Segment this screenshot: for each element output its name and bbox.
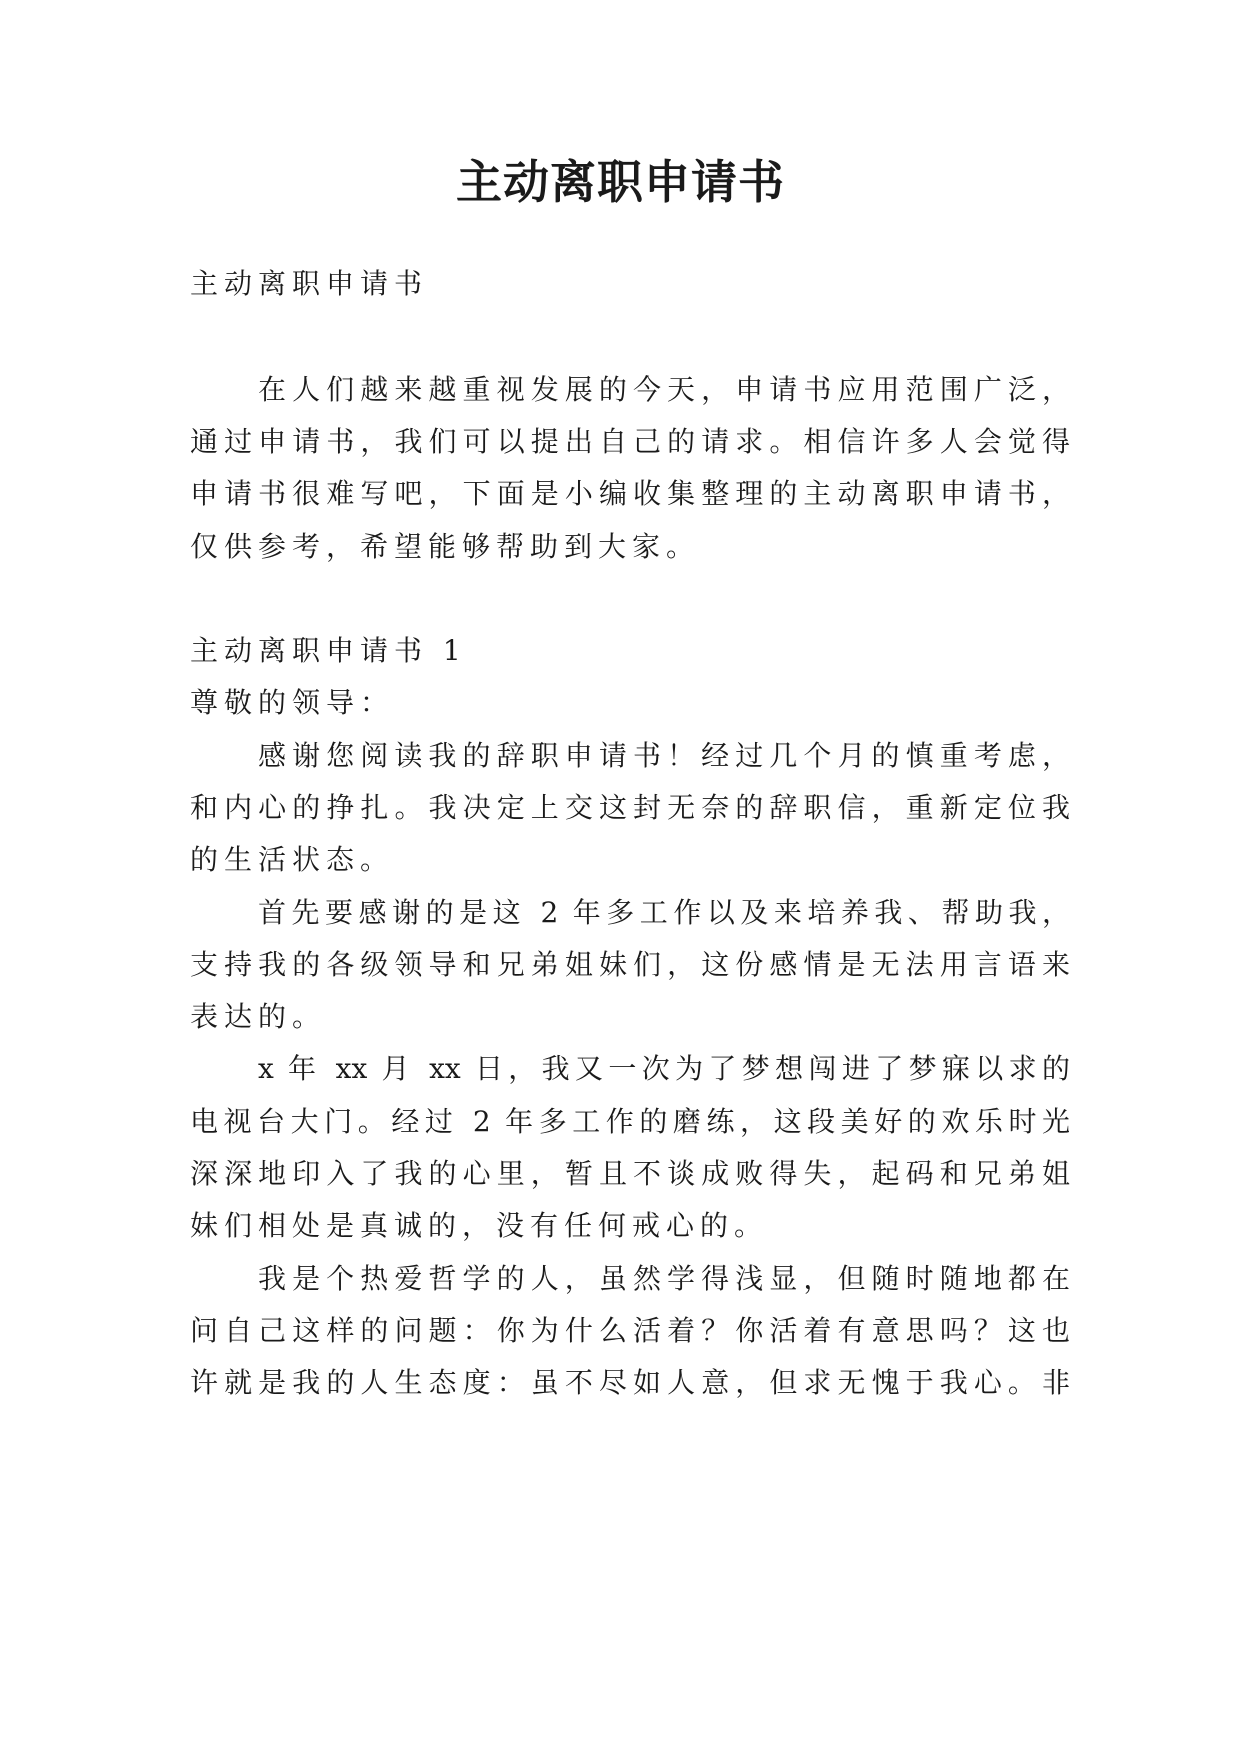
paragraph-line: 支持我的各级领导和兄弟姐妹们，这份感情是无法用言语来 (190, 948, 1070, 981)
paragraph-line: 我是个热爱哲学的人，虽然学得浅显，但随时随地都在 (258, 1262, 1070, 1295)
paragraph-line: 许就是我的人生态度：虽不尽如人意，但求无愧于我心。非 (190, 1366, 1070, 1399)
paragraph-line: x 年 xx 月 xx 日，我又一次为了梦想闯进了梦寐以求的 (258, 1052, 1070, 1085)
intro-line: 在人们越来越重视发展的今天，申请书应用范围广泛， (258, 373, 1070, 406)
salutation: 尊敬的领导： (190, 686, 395, 719)
intro-line: 通过申请书，我们可以提出自己的请求。相信许多人会觉得 (190, 425, 1070, 458)
intro-line: 仅供参考，希望能够帮助到大家。 (190, 530, 701, 563)
section-heading: 主动离职申请书 1 (190, 634, 467, 667)
paragraph-line: 电视台大门。经过 2 年多工作的磨练，这段美好的欢乐时光 (190, 1105, 1070, 1138)
document-title: 主动离职申请书 (456, 155, 785, 209)
intro-line: 申请书很难写吧，下面是小编收集整理的主动离职申请书， (190, 477, 1070, 510)
paragraph-line: 首先要感谢的是这 2 年多工作以及来培养我、帮助我， (258, 896, 1070, 929)
document-subtitle: 主动离职申请书 (190, 267, 429, 300)
paragraph-line: 感谢您阅读我的辞职申请书！经过几个月的慎重考虑， (258, 739, 1070, 772)
paragraph-line: 表达的。 (190, 1000, 327, 1033)
paragraph-line: 妹们相处是真诚的，没有任何戒心的。 (190, 1209, 769, 1242)
paragraph-line: 深深地印入了我的心里，暂且不谈成败得失，起码和兄弟姐 (190, 1157, 1070, 1190)
paragraph-line: 和内心的挣扎。我决定上交这封无奈的辞职信，重新定位我 (190, 791, 1070, 824)
paragraph-line: 问自己这样的问题：你为什么活着？你活着有意思吗？这也 (190, 1314, 1070, 1347)
paragraph-line: 的生活状态。 (190, 843, 395, 876)
